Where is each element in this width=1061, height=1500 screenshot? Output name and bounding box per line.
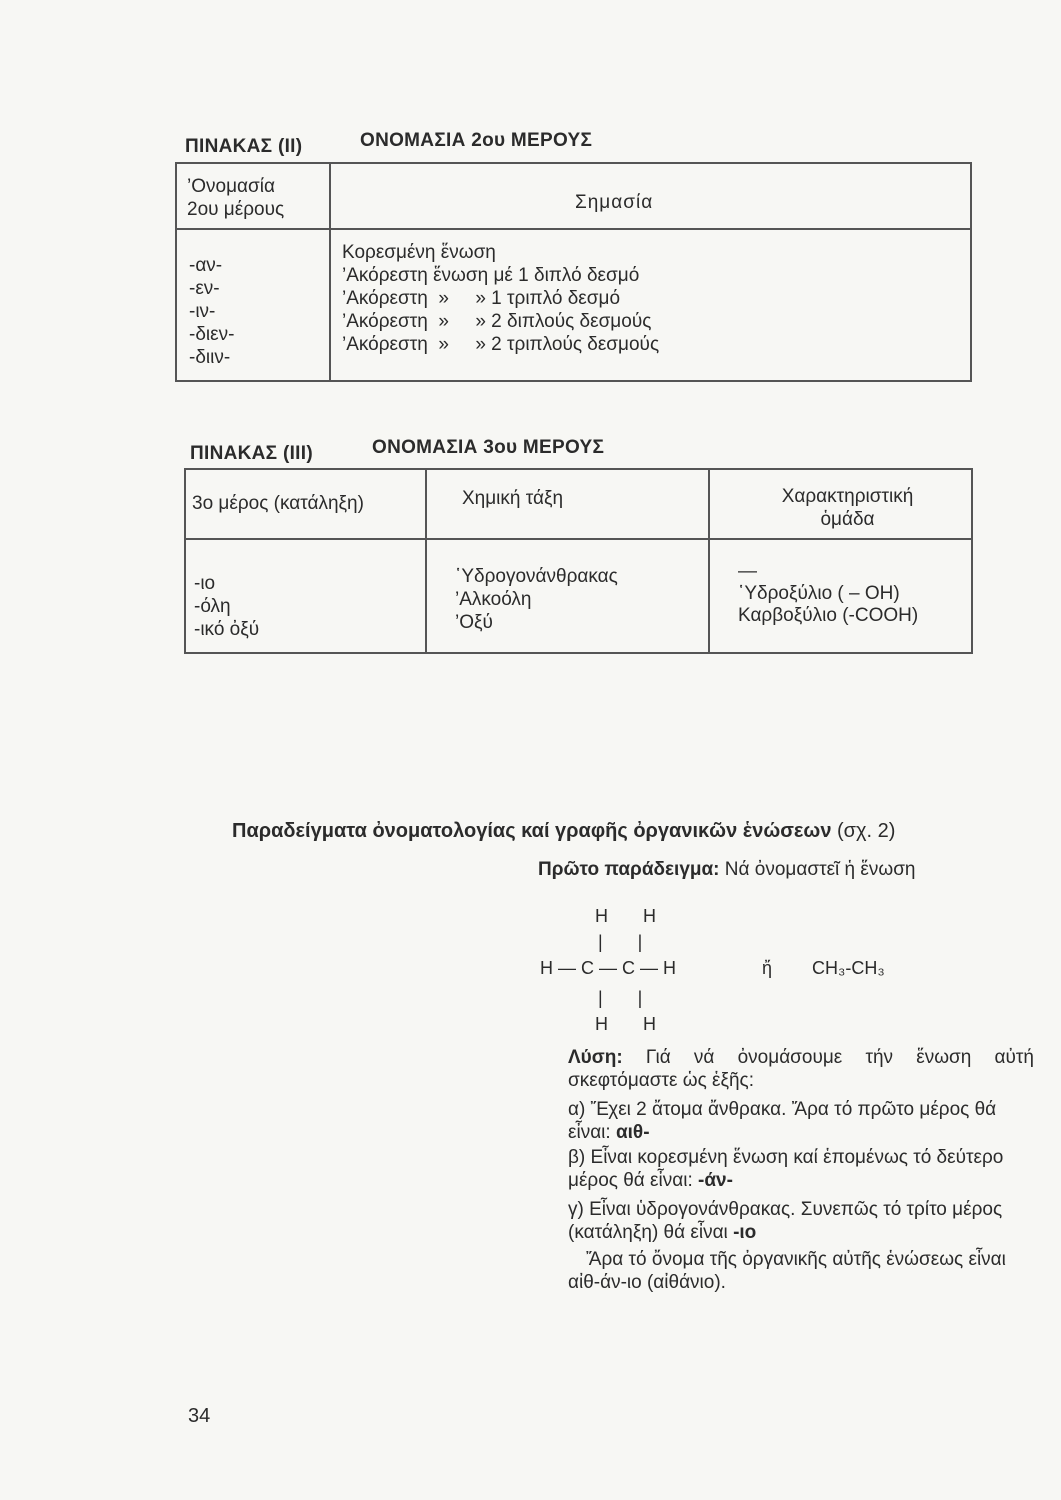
table3-col1-header: 3ο μέρος (κατάληξη) — [192, 493, 364, 514]
structure-row3: H H — [595, 1014, 657, 1034]
step-c-text: γ) Εἶναι ὑδρογονάνθρακας. Συνεπῶς τό τρίτο μέρος (κατάληξη) θά εἶναι — [568, 1199, 1003, 1243]
table3-title: ΟΝΟΜΑΣΙΑ 3ου ΜΕΡΟΥΣ — [372, 437, 605, 458]
step-b — [568, 1146, 1034, 1192]
first-example-text: Νά ὀνομαστεῖ ἡ ἕνωση — [724, 859, 916, 880]
table2-col2-values: Κορεσμένη ἕνωση ’Ακόρεστη ἕνωση μέ 1 διπλό δεσμό ’Ακόρεστη » » 1 τριπλό δεσμό ’Ακόρεστη » » 2 διπλούς δεσμούς ’Ακόρεστη » » 2 τριπλούς δεσμούς — [342, 242, 660, 355]
table2-col2-header: Σημασία — [575, 192, 654, 213]
examples-heading-ref: (σχ. 2) — [837, 820, 896, 842]
page-number: 34 — [188, 1405, 211, 1427]
table2-title: ΟΝΟΜΑΣΙΑ 2ου ΜΕΡΟΥΣ — [360, 130, 593, 151]
table3-label: ΠΙΝΑΚΑΣ (ΙΙΙ) — [190, 443, 313, 464]
table3-col3-header: Χαρακτηριστική ὁμάδα — [781, 486, 914, 530]
solution-intro — [568, 1046, 1034, 1092]
structure-bond2: | | — [598, 988, 643, 1008]
table2-label: ΠΙΝΑΚΑΣ (ΙΙ) — [185, 136, 303, 157]
table2-col1-header: ’Ονομασία 2ου μέρους — [187, 176, 285, 220]
step-b-bold: -άν- — [698, 1170, 733, 1191]
solution-intro-text: Γιά νά ὀνομάσουμε τήν ἕνωση αὐτή σκεφτόμαστε ὡς ἑξῆς: — [568, 1047, 1034, 1091]
structure-row2: H — C — C — H — [540, 958, 677, 978]
examples-heading — [232, 820, 895, 843]
step-a-text: α) Ἔχει 2 ἄτομα ἄνθρακα. Ἄρα τό πρῶτο μέρος θά εἶναι: — [568, 1099, 997, 1143]
table3-col2-values: ῾Υδρογονάνθρακας ’Αλκοόλη ’Οξύ — [455, 566, 618, 633]
structure-row1: H H — [595, 906, 657, 926]
structure-or: ἤ — [762, 958, 773, 978]
table2-col1-values: -αν- -εν- -ιν- -διεν- -διιν- — [189, 255, 235, 368]
step-c — [568, 1198, 1034, 1244]
step-a-bold: αιθ- — [615, 1122, 650, 1143]
table3-col2-header: Χημική τάξη — [462, 488, 564, 509]
step-a — [568, 1098, 1034, 1144]
step-b-text: β) Εἶναι κορεσμένη ἕνωση καί ἑπομένως τό δεύτερο μέρος θά εἶναι: — [568, 1147, 1004, 1191]
table3-col3-values: — ῾Υδροξύλιο ( – ΟΗ) Καρβοξύλιο (-COOH) — [738, 561, 919, 626]
step-c-bold: -ιο — [733, 1222, 757, 1243]
table3-col1-values: -ιο -όλη -ικό ὀξύ — [194, 573, 260, 640]
first-example-label: Πρῶτο παράδειγμα: — [538, 859, 720, 880]
structure-condensed: CH₃‑CH₃ — [812, 958, 885, 978]
examples-heading-text: Παραδείγματα ὀνοματολογίας καί γραφῆς ὀργανικῶν ἑνώσεων — [232, 820, 832, 842]
solution-label: Λύση: — [568, 1047, 623, 1068]
first-example — [538, 858, 916, 881]
structure-bond1: | | — [598, 932, 643, 952]
conclusion: Ἄρα τό ὄνομα τῆς ὀργανικῆς αὐτῆς ἑνώσεως εἶναι αἰθ-άν-ιο (αἰθάνιο). — [568, 1249, 1006, 1293]
